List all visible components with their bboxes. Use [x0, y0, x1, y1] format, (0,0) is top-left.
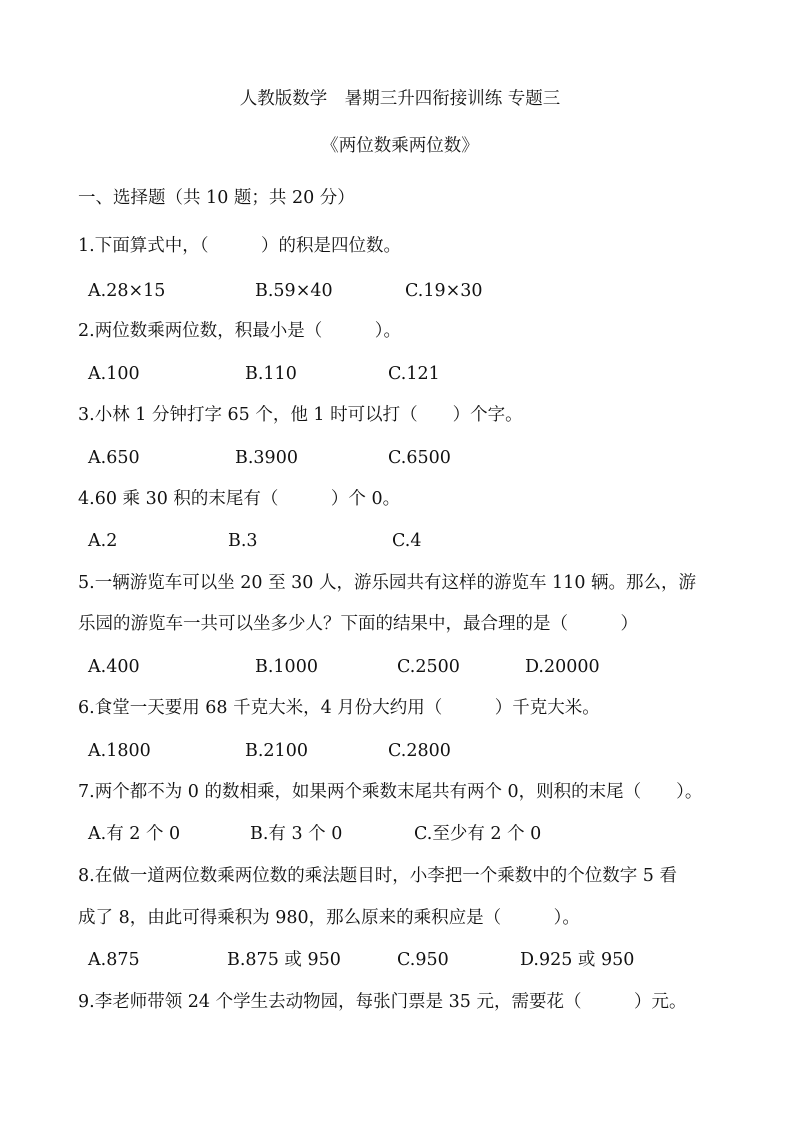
question-4: 4.60 乘 30 积的末尾有（ ）个 0。 — [78, 489, 401, 509]
q6-option-c: C.2800 — [388, 741, 451, 761]
q5-option-a: A.400 — [88, 657, 140, 677]
question-2: 2.两位数乘两位数，积最小是（ ）。 — [78, 321, 401, 341]
q5-option-d: D.20000 — [525, 657, 600, 677]
question-3: 3.小林 1 分钟打字 65 个，他 1 时可以打（ ）个字。 — [78, 405, 523, 425]
q3-option-b: B.3900 — [235, 448, 298, 468]
page-subtitle: 《两位数乘两位数》 — [321, 136, 479, 156]
q8-option-b: B.875 或 950 — [227, 950, 341, 970]
q2-option-c: C.121 — [388, 364, 440, 384]
q6-option-b: B.2100 — [245, 741, 308, 761]
question-5-line-1: 5.一辆游览车可以坐 20 至 30 人，游乐园共有这样的游览车 110 辆。那么，游 — [78, 573, 697, 593]
q1-option-a: A.28×15 — [88, 281, 166, 301]
q5-option-b: B.1000 — [255, 657, 318, 677]
question-8-line-1: 8.在做一道两位数乘两位数的乘法题目时，小李把一个乘数中的个位数字 5 看 — [78, 866, 677, 886]
q5-option-c: C.2500 — [397, 657, 460, 677]
q2-option-b: B.110 — [245, 364, 297, 384]
question-7: 7.两个都不为 0 的数相乘，如果两个乘数末尾共有两个 0，则积的末尾（ ）。 — [78, 782, 703, 802]
question-5-line-2: 乐园的游览车一共可以坐多少人？下面的结果中，最合理的是（ ） — [78, 614, 638, 634]
q1-option-c: C.19×30 — [405, 281, 483, 301]
q4-option-c: C.4 — [392, 531, 422, 551]
q1-option-b: B.59×40 — [255, 281, 333, 301]
q8-option-a: A.875 — [88, 950, 140, 970]
question-6: 6.食堂一天要用 68 千克大米，4 月份大约用（ ）千克大米。 — [78, 698, 600, 718]
q3-option-c: C.6500 — [388, 448, 451, 468]
q7-option-c: C.至少有 2 个 0 — [414, 824, 542, 844]
q2-option-a: A.100 — [88, 364, 140, 384]
q8-option-c: C.950 — [397, 950, 449, 970]
question-8-line-2: 成了 8，由此可得乘积为 980，那么原来的乘积应是（ ）。 — [78, 908, 580, 928]
q7-option-a: A.有 2 个 0 — [88, 824, 181, 844]
q4-option-a: A.2 — [88, 531, 118, 551]
q6-option-a: A.1800 — [88, 741, 151, 761]
q8-option-d: D.925 或 950 — [520, 950, 635, 970]
q3-option-a: A.650 — [88, 448, 140, 468]
q7-option-b: B.有 3 个 0 — [250, 824, 343, 844]
question-1: 1.下面算式中，（ ）的积是四位数。 — [78, 236, 401, 256]
question-9: 9.李老师带领 24 个学生去动物园，每张门票是 35 元，需要花（ ）元。 — [78, 992, 687, 1012]
q4-option-b: B.3 — [228, 531, 258, 551]
section-heading: 一、选择题（共 10 题；共 20 分） — [78, 188, 355, 208]
page-title: 人教版数学 暑期三升四衔接训练 专题三 — [239, 89, 561, 109]
